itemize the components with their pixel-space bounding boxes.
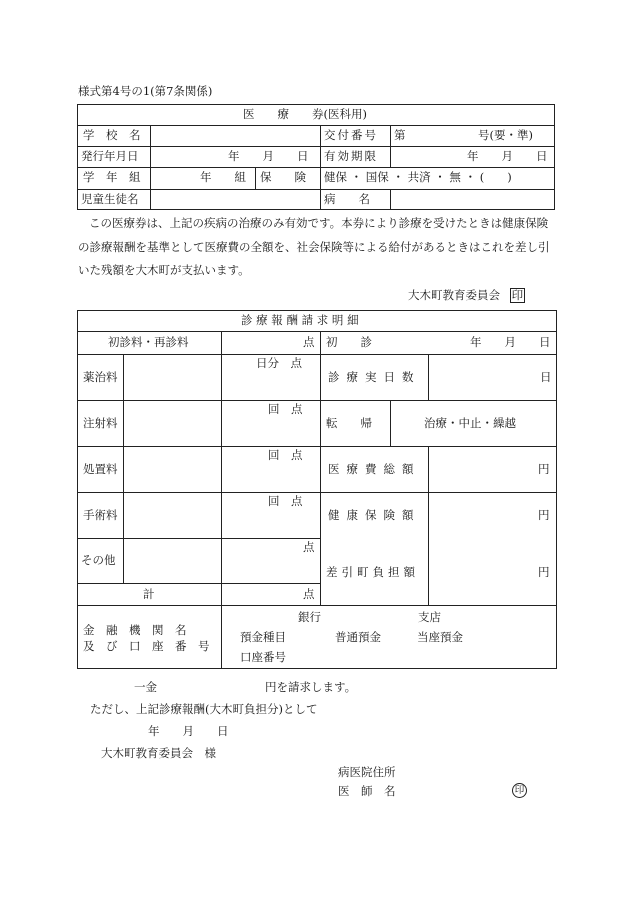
injection-label: 注射料 <box>83 416 118 430</box>
grade-label: 学 年 組 <box>83 170 141 184</box>
treatment-days-label: 診療実日数 <box>328 370 421 384</box>
student-label: 児童生徒名 <box>81 192 139 206</box>
hospital-address-label: 病医院住所 <box>338 765 396 779</box>
issue-no-suffix: 号(要・準) <box>478 128 533 142</box>
issuer-name: 大木町教育委員会 <box>408 288 500 302</box>
bank-label: 銀行 <box>298 610 321 624</box>
statement-title: 診 療 報 酬 請 求 明 細 <box>241 313 359 327</box>
issuer-line <box>408 288 525 303</box>
surgery-unit: 回 点 <box>268 494 303 508</box>
doctor-name-label: 医 師 名 <box>338 784 396 798</box>
town-burden-unit: 円 <box>538 565 550 579</box>
current-deposit-option[interactable]: 当座預金 <box>417 630 463 644</box>
disease-label: 病 名 <box>324 192 370 206</box>
first-visit-fee-unit: 点 <box>303 335 315 349</box>
surgery-label: 手術料 <box>83 508 118 522</box>
amount-suffix: 円を請求します。 <box>265 680 357 694</box>
doctor-seal: 印 <box>512 783 527 798</box>
first-visit-label: 初 診 <box>326 335 372 349</box>
financial-label-1: 金 融 機 関 名 <box>83 623 187 637</box>
addressee: 大木町教育委員会 様 <box>101 746 216 760</box>
insurance-amount-unit: 円 <box>538 508 550 522</box>
total-label: 計 <box>143 587 155 601</box>
treatment-days-unit: 日 <box>540 370 552 384</box>
school-label: 学 校 名 <box>83 128 141 142</box>
ordinary-deposit-option[interactable]: 普通預金 <box>335 630 381 644</box>
issue-date-label: 発行年月日 <box>81 149 139 163</box>
request-note: ただし、上記診療報酬(大木町負担分)として <box>90 702 318 716</box>
insurance-label: 保 険 <box>260 170 306 184</box>
amount-prefix: 一金 <box>134 680 157 694</box>
insurance-amount-label: 健康保険額 <box>328 508 421 522</box>
account-number-label: 口座番号 <box>240 650 286 664</box>
injection-unit: 回 点 <box>268 402 303 416</box>
treatment-unit: 回 点 <box>268 448 303 462</box>
issue-no-prefix: 第 <box>394 128 406 142</box>
request-date[interactable]: 年 月 日 <box>148 724 229 738</box>
insurance-options[interactable]: 健保 ・ 国保 ・ 共済 ・ 無 ・ ( ) <box>324 170 512 184</box>
medication-label: 薬治料 <box>83 370 118 384</box>
medication-unit: 日分 点 <box>256 356 302 370</box>
first-visit-date[interactable]: 年 月 日 <box>470 335 551 349</box>
branch-label: 支店 <box>418 610 441 624</box>
town-burden-label: 差引町負担額 <box>326 565 419 579</box>
total-cost-label: 医療費総額 <box>328 462 421 476</box>
other-label: その他 <box>81 553 116 567</box>
first-visit-fee-label: 初診料・再診料 <box>108 335 189 349</box>
deposit-type-label: 預金種目 <box>240 630 286 644</box>
other-unit: 点 <box>303 540 315 554</box>
coupon-title: 医 療 券(医科用) <box>243 107 367 121</box>
issue-no-label: 交付番号 <box>324 128 378 142</box>
form-number: 様式第4号の1(第7条関係) <box>78 84 213 98</box>
financial-label-2: 及 び 口 座 番 号 <box>83 639 210 653</box>
outcome-options[interactable]: 治療・中止・繰越 <box>424 416 516 430</box>
outcome-label: 転 帰 <box>326 416 372 430</box>
valid-field[interactable]: 年 月 日 <box>467 149 548 163</box>
total-unit: 点 <box>303 587 315 601</box>
issue-date-field[interactable]: 年 月 日 <box>228 149 309 163</box>
grade-field[interactable]: 年 組 <box>200 170 246 184</box>
total-cost-unit: 円 <box>538 462 550 476</box>
valid-label: 有効期限 <box>324 149 378 163</box>
issuer-seal: 印 <box>511 288 524 302</box>
notice-text: この医療券は、上記の疾病の治療のみ有効です。本券により診療を受けたときは健康保険の診療報酬を基準として医療費の全額を、社会保険等による給付があるときはこれを差し引いた残額を大木町が支払います。 <box>78 216 550 277</box>
treatment-label: 処置料 <box>83 462 118 476</box>
